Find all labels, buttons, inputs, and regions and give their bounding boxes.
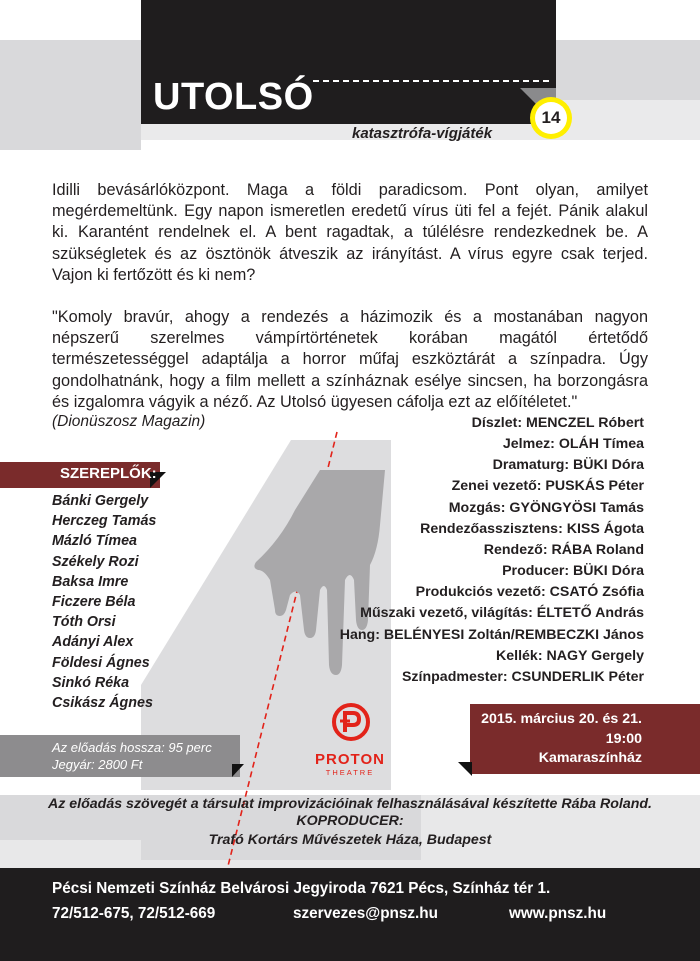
proton-logo-sub: THEATRE [325, 768, 375, 777]
cast-member: Adányi Alex [52, 634, 134, 651]
cast-member: Ficzere Béla [52, 594, 136, 611]
cast-member: Tóth Orsi [52, 614, 116, 631]
cast-member: Bánki Gergely [52, 493, 149, 509]
crew-line: Produkciós vezető: CSATÓ Zsófia [415, 584, 644, 601]
website-link[interactable]: www.pnsz.hu [509, 905, 607, 922]
crew-line: Dramaturg: BÜKI Dóra [492, 457, 644, 474]
show-title: UTOLSÓ [153, 76, 314, 118]
title-dashed-line [313, 80, 549, 82]
coproducer-name: Trafó Kortárs Művészetek Háza, Budapest [208, 832, 492, 848]
email-link[interactable]: szervezes@pnsz.hu [293, 905, 438, 922]
crew-line: Producer: BÜKI Dóra [502, 563, 644, 580]
crew-line: Kellék: NAGY Gergely [496, 647, 644, 664]
duration-text: Az előadás hossza: 95 perc [52, 740, 212, 755]
phone-numbers: 72/512-675, 72/512-669 [52, 905, 216, 922]
performance-venue: Kamaraszínház [538, 750, 642, 766]
crew-line: Mozgás: GYÖNGYÖSI Tamás [448, 499, 644, 516]
cast-member: Herczeg Tamás [52, 513, 157, 530]
cast-list [52, 491, 156, 713]
coproducer-label: KOPRODUCER: [296, 813, 404, 829]
proton-logo-name: PROTON [315, 751, 385, 768]
crew-line: Műszaki vezető, világítás: ÉLTETŐ András [360, 605, 644, 622]
ticket-price-text: Jegyár: 2800 Ft [52, 757, 143, 772]
crew-line: Díszlet: MENCZEL Róbert [471, 415, 644, 431]
performance-info [481, 710, 642, 769]
crew-line: Rendező: RÁBA Roland [483, 541, 644, 558]
cast-heading: SZEREPLŐK: [60, 465, 157, 482]
info-text [52, 739, 212, 773]
cast-member: Mázló Tímea [52, 533, 138, 550]
crew-line: Színpadmester: CSUNDERLIK Péter [401, 668, 644, 685]
cast-member: Csikász Ágnes [52, 695, 153, 712]
crew-line: Hang: BELÉNYESI Zoltán/REMBECZKI János [339, 626, 644, 643]
crew-list [340, 413, 644, 688]
cast-member: Földesi Ágnes [52, 654, 150, 671]
review-quote: "Komoly bravúr, ahogy a rendezés a házimozik és a mostanában nagyon népszerű szerelmes vámpírtörténetek korában magától értetődő természetességgel adaptálja a horror műfaj eszköztárát a színpadra. Úgy gondolhatnánk, hogy a film mellett a színháznak esélye sincsen, ha borzongásra és izgalomra vágyik a néző. Az Utolsó ügyesen cáfolja ezt az előítéletet." [52, 308, 648, 411]
age-rating-badge: 14 [535, 102, 567, 134]
performance-time: 19:00 [605, 730, 642, 747]
crew-line: Jelmez: OLÁH Tímea [502, 436, 644, 453]
proton-logo-icon [331, 702, 371, 742]
cast-member: Székely Rozi [52, 553, 139, 570]
cast-member: Sinkó Réka [52, 674, 130, 691]
box-office-address: Pécsi Nemzeti Színház Belvárosi Jegyiroda 7621 Pécs, Színház tér 1. [52, 880, 551, 897]
genre-subtitle: katasztrófa-vígjáték [352, 125, 493, 142]
crew-line: Rendezőasszisztens: KISS Ágota [420, 520, 644, 537]
cast-member: Baksa Imre [52, 573, 129, 590]
performance-dates: 2015. március 20. és 21. [481, 711, 642, 727]
quote-source: (Dionüszosz Magazin) [52, 413, 206, 430]
credit-note: Az előadás szövegét a társulat improvizációinak felhasználásával készítette Rába Roland. [48, 796, 652, 812]
intro-paragraph: Idilli bevásárlóközpont. Maga a földi paradicsom. Pont olyan, amilyet megérdemeltünk. Egy napon ismeretlen eredetű vírus üti fel a fejét. Pánik alakul ki. Karantént rendelnek el. A bent ragadtak, a túlélésre rendezkednek be. A szükségletek és az ösztönök átveszik az irányítást. A vírus egyre csak terjed. Vajon ki fertőzött és ki nem? [52, 181, 648, 284]
crew-line: Zenei vezető: PUSKÁS Péter [451, 478, 644, 495]
